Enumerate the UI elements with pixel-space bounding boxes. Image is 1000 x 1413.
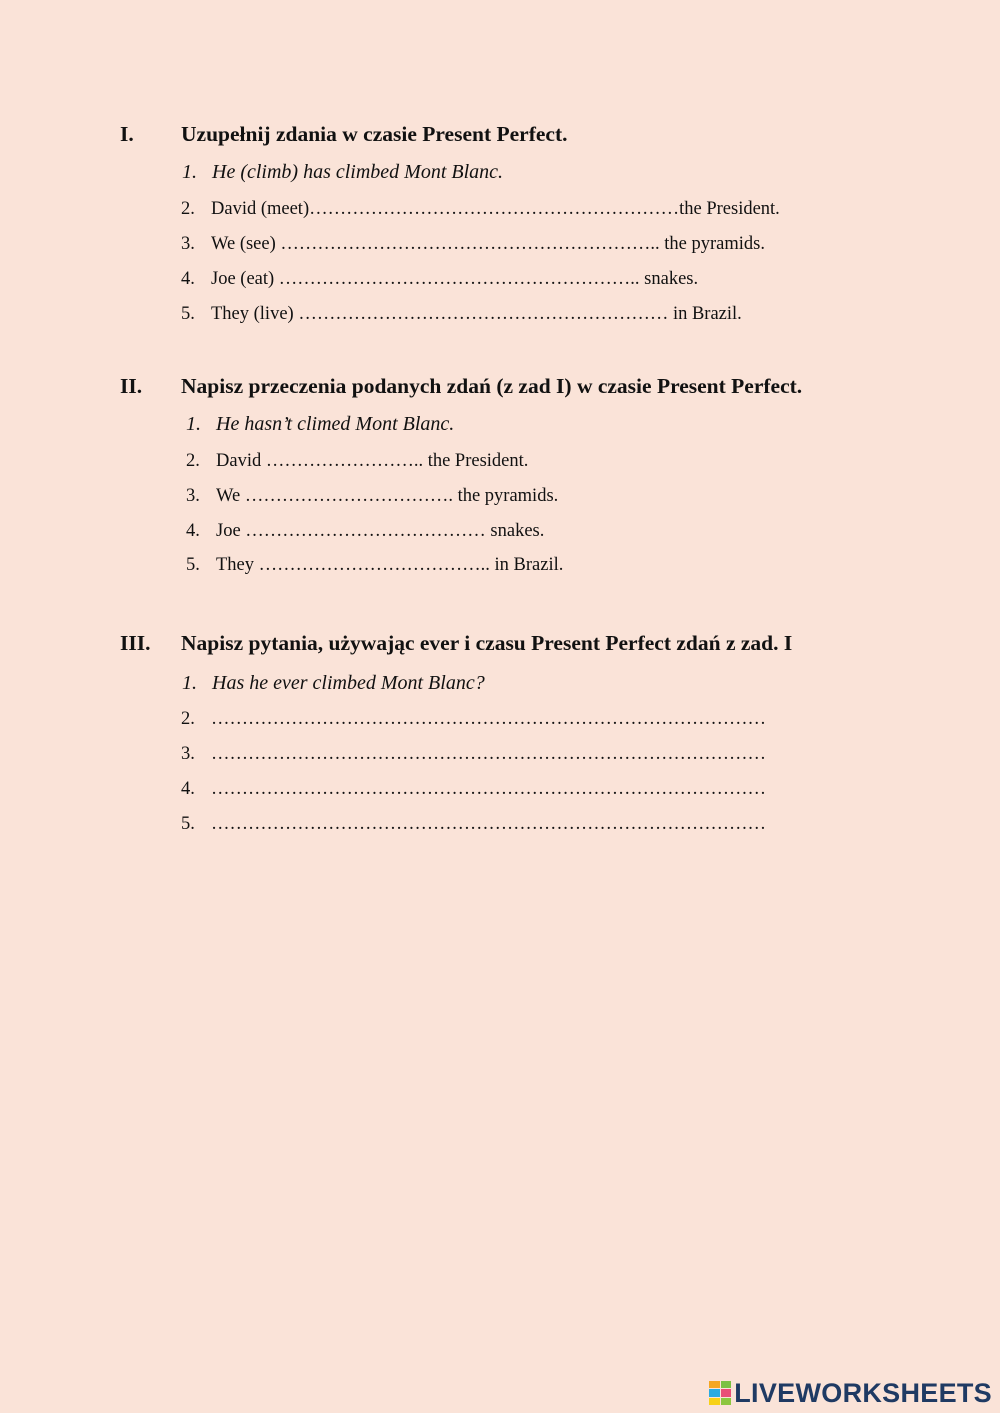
item-number: 5.	[186, 555, 200, 575]
liveworksheets-logo-icon	[709, 1381, 731, 1405]
logo-tile	[721, 1398, 732, 1405]
section-3-item-4[interactable]	[181, 779, 766, 800]
section-3-item-3[interactable]	[181, 744, 766, 765]
answer-line[interactable]: ………………………………………………………………………………	[211, 814, 766, 834]
answer-line[interactable]: ………………………………………………………………………………	[211, 779, 766, 799]
item-number: 5.	[181, 304, 195, 324]
item-text[interactable]: They (live) …………………………………………………… in Brazil.	[211, 304, 742, 324]
item-text[interactable]: David (meet)……………………………………………………the President.	[211, 199, 780, 219]
item-number: 5.	[181, 814, 195, 834]
item-number: 4.	[186, 521, 200, 541]
section-3-heading	[120, 631, 792, 656]
section-1-heading	[120, 122, 568, 147]
liveworksheets-logo[interactable]	[709, 1379, 992, 1407]
section-1-title: Uzupełnij zdania w czasie Present Perfect.	[181, 122, 568, 146]
example-text: He hasn’t climed Mont Blanc.	[216, 413, 455, 435]
section-1-example	[182, 161, 503, 184]
section-2-number: II.	[120, 374, 143, 398]
logo-tile	[709, 1398, 720, 1405]
section-1-item-3[interactable]	[181, 234, 765, 255]
item-number: 3.	[186, 486, 200, 506]
item-number: 3.	[181, 744, 195, 764]
section-2-item-5[interactable]	[186, 555, 563, 576]
section-1-number: I.	[120, 122, 134, 146]
section-2-item-2[interactable]	[186, 451, 528, 472]
example-text: He (climb) has climbed Mont Blanc.	[212, 161, 504, 183]
section-1-item-4[interactable]	[181, 269, 698, 290]
logo-tile	[721, 1389, 732, 1396]
example-number: 1.	[182, 161, 197, 183]
item-number: 2.	[181, 709, 195, 729]
example-number: 1.	[186, 413, 201, 435]
item-text[interactable]: Joe (eat) ………………………………………………….. snakes.	[211, 269, 699, 289]
item-text[interactable]: David …………………….. the President.	[216, 451, 529, 471]
item-text[interactable]: We (see) …………………………………………………….. the pyramids.	[211, 234, 765, 254]
item-number: 4.	[181, 269, 195, 289]
item-number: 3.	[181, 234, 195, 254]
item-text[interactable]: They ……………………………….. in Brazil.	[216, 555, 564, 575]
section-2-example	[186, 413, 454, 436]
section-2-title: Napisz przeczenia podanych zdań (z zad I) w czasie Present Perfect.	[181, 374, 803, 398]
item-number: 2.	[181, 199, 195, 219]
logo-text: LIVEWORKSHEETS	[734, 1377, 992, 1408]
section-3-title: Napisz pytania, używając ever i czasu Present Perfect zdań z zad. I	[181, 631, 793, 655]
logo-tile	[709, 1381, 720, 1388]
section-1-item-5[interactable]	[181, 304, 742, 325]
item-text[interactable]: Joe ………………………………… snakes.	[216, 521, 545, 541]
item-number: 4.	[181, 779, 195, 799]
section-1-item-2[interactable]	[181, 199, 780, 220]
section-3-number: III.	[120, 631, 151, 655]
example-text: Has he ever climbed Mont Blanc?	[212, 672, 485, 694]
section-2-heading	[120, 374, 802, 399]
section-3-example	[182, 672, 485, 695]
example-number: 1.	[182, 672, 197, 694]
answer-line[interactable]: ………………………………………………………………………………	[211, 744, 766, 764]
section-2-item-3[interactable]	[186, 486, 558, 507]
logo-tile	[721, 1381, 732, 1388]
section-3-item-2[interactable]	[181, 709, 766, 730]
section-2-item-4[interactable]	[186, 521, 544, 542]
logo-tile	[709, 1389, 720, 1396]
answer-line[interactable]: ………………………………………………………………………………	[211, 709, 766, 729]
section-3-item-5[interactable]	[181, 814, 766, 835]
item-number: 2.	[186, 451, 200, 471]
item-text[interactable]: We ……………………………. the pyramids.	[216, 486, 559, 506]
